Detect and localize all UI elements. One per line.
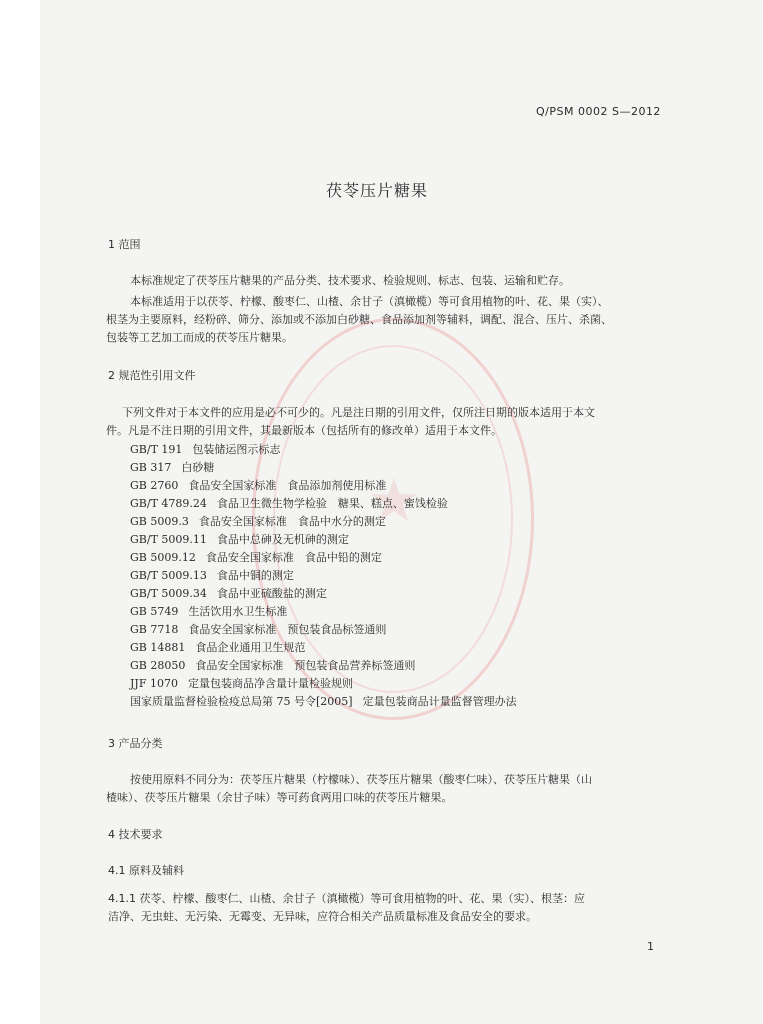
reference-code: GB 5749	[130, 605, 179, 618]
page-number: 1	[647, 940, 654, 953]
reference-item	[130, 495, 448, 511]
reference-item	[130, 513, 386, 529]
reference-name: 食品中亚硫酸盐的测定	[216, 587, 327, 600]
classification-line-1: 按使用原料不同分为：茯苓压片糖果（柠檬味）、茯苓压片糖果（酸枣仁味）、茯苓压片糖果（山	[130, 773, 592, 786]
reference-item	[130, 693, 517, 709]
reference-code: GB/T 191	[130, 443, 183, 456]
reference-code: GB 317	[130, 461, 172, 474]
references-intro-line-2: 件。凡是不注日期的引用文件，其最新版本（包括所有的修改单）适用于本文件。	[106, 424, 502, 437]
scope-paragraph-2-line-1: 本标准适用于以茯苓、柠檬、酸枣仁、山楂、余甘子（滇橄榄）等可食用植物的叶、花、果（实）、	[130, 295, 609, 308]
reference-item	[130, 621, 386, 637]
reference-name: 食品安全国家标准 食品中铅的测定	[205, 551, 382, 564]
reference-code: GB 5009.3	[130, 515, 189, 528]
section-3-heading: 3 产品分类	[108, 737, 163, 750]
reference-name: 生活饮用水卫生标准	[188, 605, 288, 618]
section-4-1-heading: 4.1 原料及辅料	[108, 864, 184, 877]
document-title: 茯苓压片糖果	[326, 181, 429, 200]
reference-name: 食品卫生微生物学检验 糖果、糕点、蜜饯检验	[216, 497, 448, 510]
section-4-heading: 4 技术要求	[108, 828, 163, 841]
reference-item	[130, 585, 327, 601]
reference-name: 食品安全国家标准 食品中水分的测定	[198, 515, 386, 528]
reference-code: GB 5009.12	[130, 551, 196, 564]
section-1-heading: 1 范围	[108, 238, 141, 251]
scope-paragraph-2-line-2: 根茎为主要原料，经粉碎、筛分、添加或不添加白砂糖、食品添加剂等辅料，调配、混合、压片、杀菌、	[106, 313, 612, 326]
reference-name: 包装储运图示标志	[192, 443, 281, 456]
reference-name: 定量包装商品净含量计量检验规则	[187, 677, 353, 690]
reference-name: 定量包装商品计量监督管理办法	[362, 695, 517, 708]
raw-material-line-2: 洁净、无虫蛀、无污染、无霉变、无异味，应符合相关产品质量标准及食品安全的要求。	[108, 910, 537, 923]
reference-code: JJF 1070	[130, 677, 178, 690]
reference-code: GB/T 4789.24	[130, 497, 207, 510]
reference-item	[130, 549, 382, 565]
reference-name: 食品安全国家标准 预包装食品标签通则	[188, 623, 387, 636]
reference-name: 食品安全国家标准 食品添加剂使用标准	[188, 479, 387, 492]
seal-star-icon: ★	[367, 466, 421, 536]
reference-item	[130, 639, 305, 655]
reference-item	[130, 441, 280, 457]
reference-name: 食品安全国家标准 预包装食品营养标签通则	[195, 659, 416, 672]
reference-item	[130, 657, 415, 673]
reference-item	[130, 567, 294, 583]
reference-code: GB 7718	[130, 623, 179, 636]
reference-item	[130, 459, 214, 475]
scope-paragraph-2-line-3: 包装等工艺加工而成的茯苓压片糖果。	[106, 331, 293, 344]
reference-code: GB 14881	[130, 641, 186, 654]
reference-name: 食品企业通用卫生规范	[195, 641, 306, 654]
reference-item	[130, 675, 353, 691]
reference-code: 国家质量监督检验检疫总局第 75 号令[2005]	[130, 695, 353, 708]
reference-code: GB/T 5009.34	[130, 587, 207, 600]
scope-paragraph-1: 本标准规定了茯苓压片糖果的产品分类、技术要求、检验规则、标志、包装、运输和贮存。	[130, 274, 570, 287]
reference-item	[130, 603, 287, 619]
reference-code: GB/T 5009.11	[130, 533, 207, 546]
reference-name: 食品中铜的测定	[216, 569, 294, 582]
reference-name: 食品中总砷及无机砷的测定	[216, 533, 349, 546]
reference-code: GB/T 5009.13	[130, 569, 207, 582]
classification-line-2: 楂味）、茯苓压片糖果（余甘子味）等可药食两用口味的茯苓压片糖果。	[106, 791, 453, 804]
section-2-heading: 2 规范性引用文件	[108, 369, 196, 382]
reference-item	[130, 531, 349, 547]
reference-name: 白砂糖	[181, 461, 215, 474]
reference-code: GB 2760	[130, 479, 179, 492]
standard-code: Q/PSM 0002 S—2012	[536, 105, 661, 118]
reference-code: GB 28050	[130, 659, 186, 672]
reference-item	[130, 477, 386, 493]
raw-material-line-1: 4.1.1 茯苓、柠檬、酸枣仁、山楂、余甘子（滇橄榄）等可食用植物的叶、花、果（实）、根茎：应	[108, 892, 585, 905]
references-intro-line-1: 下列文件对于本文件的应用是必不可少的。凡是注日期的引用文件，仅所注日期的版本适用于本文	[122, 406, 595, 419]
